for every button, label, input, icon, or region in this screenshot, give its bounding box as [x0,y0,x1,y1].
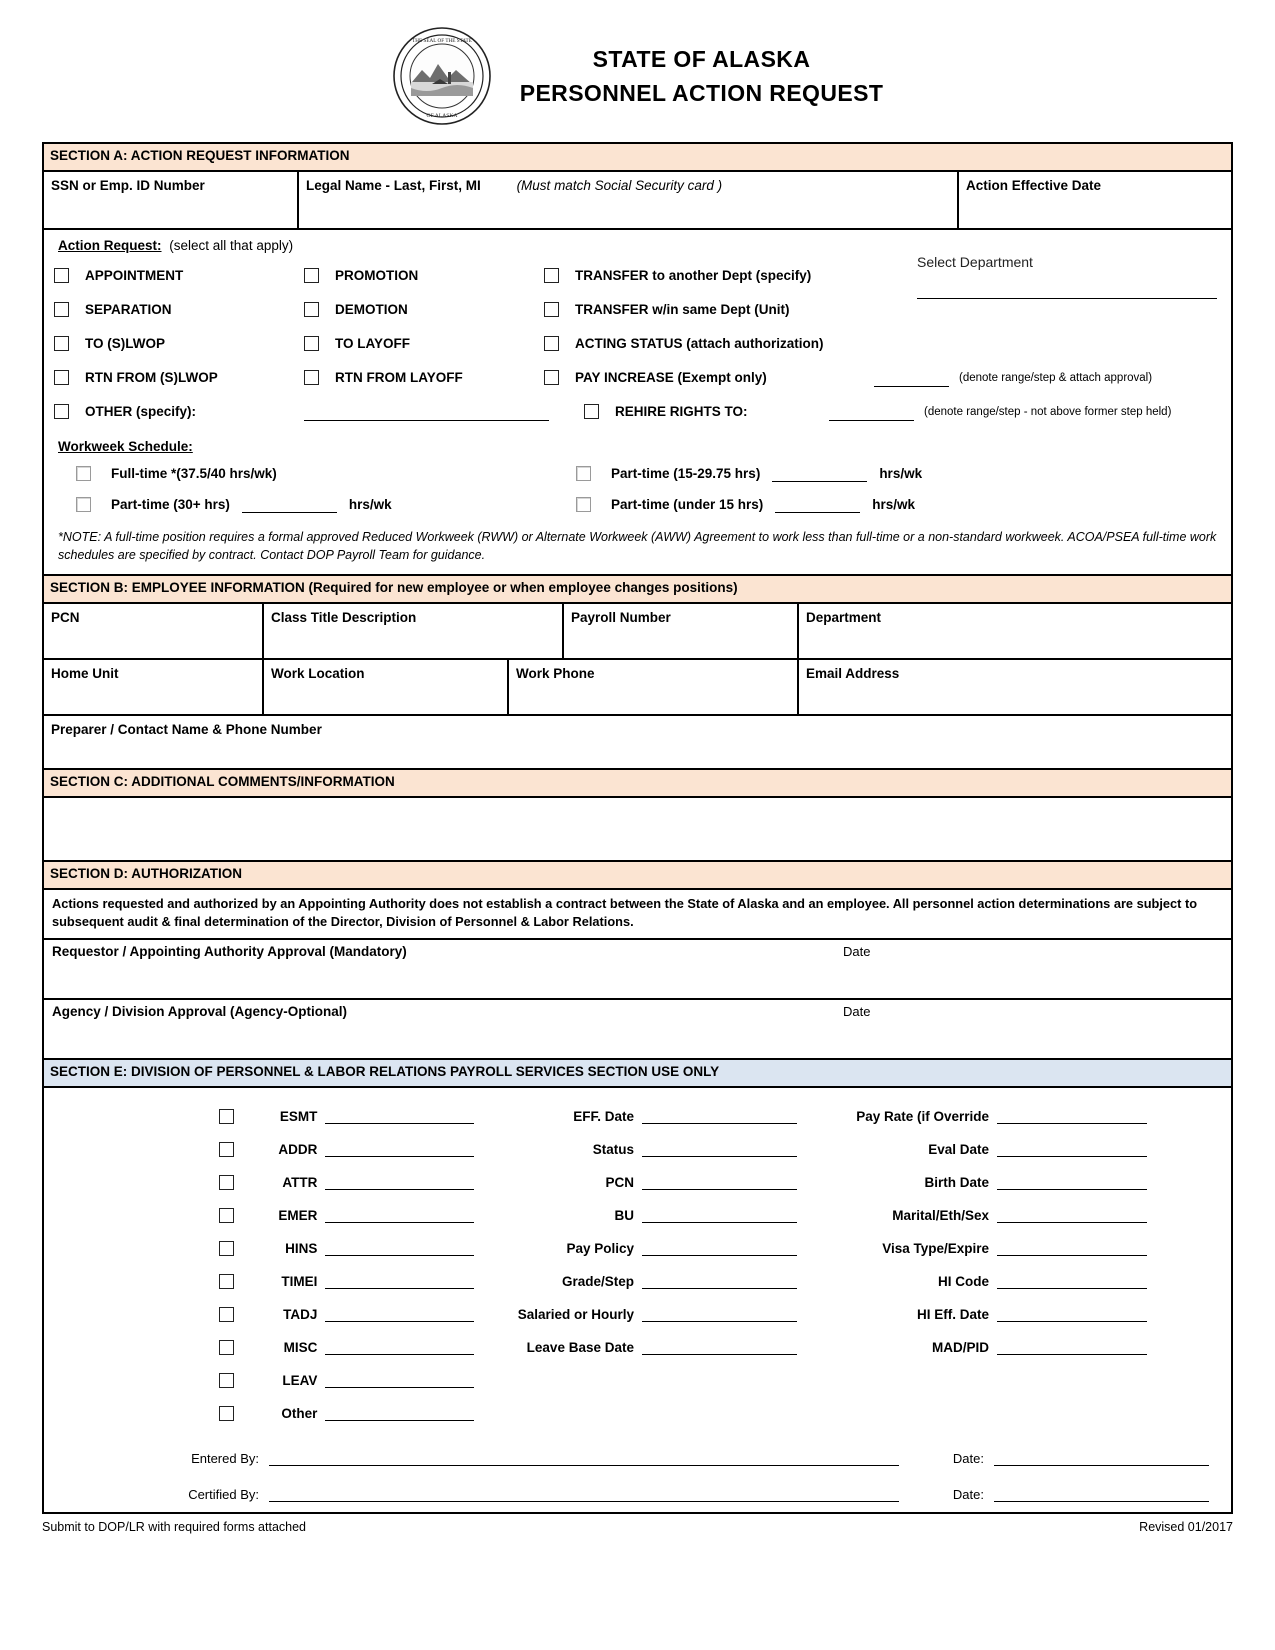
certified-by-date-input[interactable] [994,1484,1209,1502]
eff-date-field[interactable] [474,1108,804,1124]
visa-type-expire-input[interactable] [997,1240,1147,1256]
pay-rate-field[interactable] [804,1108,1231,1124]
leave-base-date-input[interactable] [642,1339,797,1355]
marital-eth-sex-input[interactable] [997,1207,1147,1223]
checkbox-acting-status[interactable] [544,336,559,351]
leav-input[interactable] [325,1372,474,1388]
hins-field[interactable] [44,1240,474,1256]
option-other[interactable] [54,404,304,419]
addr-input[interactable] [325,1141,474,1157]
workweek-part-time-30-label: Part-time (30+ hrs) [111,496,230,512]
form-footer [42,1520,1233,1534]
workweek-heading [58,439,1221,454]
work-location-field[interactable] [264,660,509,714]
section-e-row-1 [44,1100,1231,1133]
status-label: Status [592,1141,634,1157]
birth-date-field[interactable] [804,1174,1231,1190]
payroll-number-field[interactable] [564,604,799,658]
checkbox-transfer-same-dept[interactable] [544,302,559,317]
grade-step-label: Grade/Step [561,1273,634,1289]
workweek-part-time-15[interactable] [554,464,922,482]
checkbox-emer[interactable] [219,1208,234,1223]
checkbox-tadj[interactable] [219,1307,234,1322]
pay-policy-field[interactable] [474,1240,804,1256]
work-phone-field[interactable] [509,660,799,714]
workweek-footnote: *NOTE: A full-time position requires a formal approved Reduced Workweek (RWW) or Alternate Workweek (AWW) Agreement to work less than full-time or a non-standard workweek. ACOA/PSEA full-time work schedules are specified by contract. Contact DOP Payroll Team for guidance. [58,529,1217,562]
title-line-1: STATE OF ALASKA [592,45,811,72]
hi-eff-date-label: HI Eff. Date [916,1306,989,1322]
option-promotion-label: PROMOTION [335,268,419,284]
state-seal-icon [392,26,492,126]
checkbox-hins[interactable] [219,1241,234,1256]
leave-base-date-label: Leave Base Date [526,1339,634,1355]
checkbox-separation[interactable] [54,302,69,317]
option-acting-status-label: ACTING STATUS (attach authorization) [575,336,824,352]
bu-field[interactable] [474,1207,804,1223]
workweek-label: Workweek Schedule: [58,438,193,454]
workweek-row-1 [54,458,1221,489]
entered-by-date-label: Date: [952,1450,984,1466]
esmt-input[interactable] [325,1108,474,1124]
leave-base-date-field[interactable] [474,1339,804,1355]
option-rehire-rights[interactable] [584,404,829,419]
authorization-disclaimer: Actions requested and authorized by an Appointing Authority does not establish a contract between the State of Alaska and an employee. All personnel action determinations are subject to subsequent audit & final determination of the Director, Division of Personnel & Labor Relations. [44,890,1231,940]
option-acting-status[interactable] [544,336,874,351]
other-e-input[interactable] [325,1405,474,1421]
other-e-label: Other [281,1405,318,1421]
emer-label: EMER [278,1207,318,1223]
checkbox-promotion[interactable] [304,268,319,283]
checkbox-addr[interactable] [219,1142,234,1157]
workweek-part-time-under-15-label: Part-time (under 15 hrs) [611,496,764,512]
action-request-heading [58,238,1221,253]
attr-input[interactable] [325,1174,474,1190]
requestor-approval-row [44,940,1231,1000]
option-appointment[interactable] [54,268,304,283]
pay-increase-input[interactable] [874,368,949,387]
eff-date-label: EFF. Date [573,1108,634,1124]
section-a-band: SECTION A: ACTION REQUEST INFORMATION [44,144,1231,172]
svg-text:THE SEAL OF THE STATE: THE SEAL OF THE STATE [411,38,472,44]
pay-rate-label: Pay Rate (if Override [856,1108,989,1124]
certified-by-date-label: Date: [952,1486,984,1502]
checkbox-esmt[interactable] [219,1109,234,1124]
option-other-label: OTHER (specify): [85,404,197,420]
checkbox-other-e[interactable] [219,1406,234,1421]
rehire-rights-input[interactable] [829,402,914,421]
class-title-label: Class Title Description [271,610,417,625]
tadj-input[interactable] [325,1306,474,1322]
action-option-row-4 [54,361,1221,395]
leav-label: LEAV [282,1372,318,1388]
checkbox-rtn-from-layoff[interactable] [304,370,319,385]
section-e-row-7 [44,1298,1231,1331]
grade-step-input[interactable] [642,1273,797,1289]
hins-label: HINS [285,1240,318,1256]
department-label: Department [806,610,882,625]
requestor-approval-date-field[interactable] [835,940,1231,998]
other-specify-input[interactable] [304,402,549,421]
section-e-band: SECTION E: DIVISION OF PERSONNEL & LABOR RELATIONS PAYROLL SERVICES SECTION USE ONLY [44,1060,1231,1088]
hi-code-field[interactable] [804,1273,1231,1289]
section-e-body [44,1088,1231,1512]
department-field[interactable] [799,604,1231,658]
option-demotion-label: DEMOTION [335,302,408,318]
eval-date-field[interactable] [804,1141,1231,1157]
action-request-label: Action Request: [58,237,162,253]
email-address-field[interactable] [799,660,1231,714]
certified-by-row [44,1484,1231,1502]
misc-input[interactable] [325,1339,474,1355]
option-transfer-another-dept-label: TRANSFER to another Dept (specify) [575,268,812,284]
option-transfer-same-dept-label: TRANSFER w/in same Dept (Unit) [575,302,790,318]
work-phone-label: Work Phone [516,666,595,681]
svg-text:OF ALASKA: OF ALASKA [426,113,458,119]
agency-approval-label: Agency / Division Approval (Agency-Optional) [52,1003,348,1019]
option-pay-increase[interactable] [544,370,874,385]
eval-date-input[interactable] [997,1141,1147,1157]
tadj-label: TADJ [283,1306,318,1322]
mad-pid-input[interactable] [997,1339,1147,1355]
option-rtn-from-slwop-label: RTN FROM (S)LWOP [85,370,218,386]
work-location-label: Work Location [271,666,365,681]
addr-label: ADDR [278,1141,318,1157]
option-rehire-rights-label: REHIRE RIGHTS TO: [615,404,748,420]
workweek-part-time-15-label: Part-time (15-29.75 hrs) [611,465,761,481]
preparer-field[interactable] [44,716,1231,768]
option-rtn-from-layoff[interactable] [304,370,544,385]
salaried-or-hourly-input[interactable] [642,1306,797,1322]
birth-date-label: Birth Date [924,1174,989,1190]
comments-textarea[interactable] [44,798,1231,862]
rehire-rights-note: (denote range/step - not above former step held) [924,405,1172,418]
agency-approval-field[interactable] [44,1000,835,1058]
option-to-slwop[interactable] [54,336,304,351]
ssn-field[interactable] [44,172,299,228]
hi-eff-date-field[interactable] [804,1306,1231,1322]
misc-label: MISC [283,1339,318,1355]
checkbox-part-time-30[interactable] [76,497,91,512]
workweek-part-time-under-15[interactable] [554,495,915,513]
section-a-identity-row [44,172,1231,230]
timei-field[interactable] [44,1273,474,1289]
bu-label: BU [614,1207,634,1223]
form-header [0,0,1275,142]
section-e-row-10 [44,1397,1231,1430]
mad-pid-label: MAD/PID [932,1339,989,1355]
agency-approval-date-field[interactable] [835,1000,1231,1058]
checkbox-pay-increase[interactable] [544,370,559,385]
option-rtn-from-slwop[interactable] [54,370,304,385]
checkbox-full-time[interactable] [76,466,91,481]
title-line-2: PERSONNEL ACTION REQUEST [519,80,884,106]
department-select-value: Select Department [917,254,1217,299]
section-e-row-4 [44,1199,1231,1232]
home-unit-field[interactable] [44,660,264,714]
esmt-field[interactable] [44,1108,474,1124]
option-promotion[interactable] [304,268,544,283]
section-e-row-5 [44,1232,1231,1265]
option-pay-increase-label: PAY INCREASE (Exempt only) [575,370,767,386]
status-input[interactable] [642,1141,797,1157]
pcn-field[interactable] [44,604,264,658]
hi-code-input[interactable] [997,1273,1147,1289]
eff-date-input[interactable] [642,1108,797,1124]
pay-increase-note: (denote range/step & attach approval) [959,371,1153,384]
part-time-30-hrs-unit: hrs/wk [348,496,392,512]
tadj-field[interactable] [44,1306,474,1322]
section-b-row-2 [44,660,1231,716]
legal-name-note: (Must match Social Security card ) [516,177,723,193]
part-time-15-hours-input[interactable] [772,464,867,482]
part-time-15-hrs-unit: hrs/wk [879,465,923,481]
option-to-slwop-label: TO (S)LWOP [85,336,165,352]
section-c-band: SECTION C: ADDITIONAL COMMENTS/INFORMATION [44,770,1231,798]
checkbox-misc[interactable] [219,1340,234,1355]
part-time-30-hours-input[interactable] [242,495,337,513]
marital-eth-sex-field[interactable] [804,1207,1231,1223]
part-time-under-15-hours-input[interactable] [775,495,860,513]
leav-field[interactable] [44,1372,474,1388]
section-d-band: SECTION D: AUTHORIZATION [44,862,1231,890]
legal-name-field[interactable] [299,172,959,228]
option-transfer-same-dept[interactable] [544,302,874,317]
option-to-layoff[interactable] [304,336,544,351]
timei-label: TIMEI [281,1273,318,1289]
footer-left-text: Submit to DOP/LR with required forms attached [42,1519,307,1534]
birth-date-input[interactable] [997,1174,1147,1190]
pcn-e-field[interactable] [474,1174,804,1190]
checkbox-to-layoff[interactable] [304,336,319,351]
pay-rate-input[interactable] [997,1108,1147,1124]
entered-by-date-input[interactable] [994,1448,1209,1466]
section-e-row-6 [44,1265,1231,1298]
hins-input[interactable] [325,1240,474,1256]
payroll-number-label: Payroll Number [571,610,671,625]
action-request-hint: (select all that apply) [169,237,294,253]
section-b-row-3 [44,716,1231,770]
checkbox-part-time-15[interactable] [576,466,591,481]
entered-by-row [44,1448,1231,1466]
eval-date-label: Eval Date [928,1141,989,1157]
checkbox-leav[interactable] [219,1373,234,1388]
checkbox-attr[interactable] [219,1175,234,1190]
legal-name-label: Legal Name - Last, First, MI [306,177,481,193]
esmt-label: ESMT [279,1108,318,1124]
emer-field[interactable] [44,1207,474,1223]
checkbox-timei[interactable] [219,1274,234,1289]
timei-input[interactable] [325,1273,474,1289]
effective-date-field[interactable] [959,172,1231,228]
certified-by-label: Certified By: [188,1486,259,1502]
form-body [42,142,1233,1514]
checkbox-appointment[interactable] [54,268,69,283]
part-time-under-15-hrs-unit: hrs/wk [872,496,916,512]
option-rtn-from-layoff-label: RTN FROM LAYOFF [335,370,463,386]
option-to-layoff-label: TO LAYOFF [335,336,411,352]
mad-pid-field[interactable] [804,1339,1231,1355]
entered-by-label: Entered By: [191,1450,259,1466]
requestor-approval-date-label: Date [843,943,871,959]
checkbox-demotion[interactable] [304,302,319,317]
requestor-approval-field[interactable] [44,940,835,998]
visa-type-expire-field[interactable] [804,1240,1231,1256]
status-field[interactable] [474,1141,804,1157]
bu-input[interactable] [642,1207,797,1223]
workweek-part-time-30[interactable] [54,495,554,513]
certified-by-input[interactable] [269,1484,899,1502]
checkbox-rtn-from-slwop[interactable] [54,370,69,385]
workweek-full-time-label: Full-time *(37.5/40 hrs/wk) [111,465,277,481]
option-separation[interactable] [54,302,304,317]
section-e-row-3 [44,1166,1231,1199]
department-select[interactable] [917,254,1217,299]
hi-eff-date-input[interactable] [997,1306,1147,1322]
pcn-e-input[interactable] [642,1174,797,1190]
page-title [520,42,884,111]
pay-policy-label: Pay Policy [566,1240,634,1256]
option-appointment-label: APPOINTMENT [85,268,184,284]
footer-right-text: Revised 01/2017 [1139,1519,1233,1534]
addr-field[interactable] [44,1141,474,1157]
option-separation-label: SEPARATION [85,302,172,318]
effective-date-label: Action Effective Date [966,177,1102,193]
email-address-label: Email Address [806,666,900,681]
marital-eth-sex-label: Marital/Eth/Sex [892,1207,989,1223]
agency-approval-date-label: Date [843,1003,871,1019]
pay-policy-input[interactable] [642,1240,797,1256]
checkbox-rehire-rights[interactable] [584,404,599,419]
workweek-row-2 [54,489,1221,520]
action-request-body [44,230,1231,576]
attr-field[interactable] [44,1174,474,1190]
requestor-approval-label: Requestor / Appointing Authority Approval (Mandatory) [52,943,407,959]
visa-type-expire-label: Visa Type/Expire [882,1240,989,1256]
ssn-label: SSN or Emp. ID Number [51,177,205,193]
entered-by-input[interactable] [269,1448,899,1466]
section-e-row-2 [44,1133,1231,1166]
action-option-row-5 [54,395,1221,429]
section-e-row-9 [44,1364,1231,1397]
option-demotion[interactable] [304,302,544,317]
checkbox-part-time-under-15[interactable] [576,497,591,512]
home-unit-label: Home Unit [51,666,119,681]
emer-input[interactable] [325,1207,474,1223]
option-transfer-another-dept[interactable] [544,268,874,283]
grade-step-field[interactable] [474,1273,804,1289]
agency-approval-row [44,1000,1231,1060]
pcn-label: PCN [51,610,80,625]
checkbox-to-slwop[interactable] [54,336,69,351]
attr-label: ATTR [282,1174,318,1190]
salaried-or-hourly-label: Salaried or Hourly [517,1306,634,1322]
section-e-row-8 [44,1331,1231,1364]
workweek-full-time[interactable] [54,466,554,481]
checkbox-other[interactable] [54,404,69,419]
pcn-e-label: PCN [605,1174,634,1190]
section-b-band: SECTION B: EMPLOYEE INFORMATION (Required for new employee or when employee changes positions) [44,576,1231,604]
hi-code-label: HI Code [937,1273,989,1289]
misc-field[interactable] [44,1339,474,1355]
salaried-or-hourly-field[interactable] [474,1306,804,1322]
action-option-row-3 [54,327,1221,361]
other-e-field[interactable] [44,1405,474,1421]
section-b-row-1 [44,604,1231,660]
class-title-field[interactable] [264,604,564,658]
checkbox-transfer-another-dept[interactable] [544,268,559,283]
preparer-label: Preparer / Contact Name & Phone Number [51,722,322,737]
